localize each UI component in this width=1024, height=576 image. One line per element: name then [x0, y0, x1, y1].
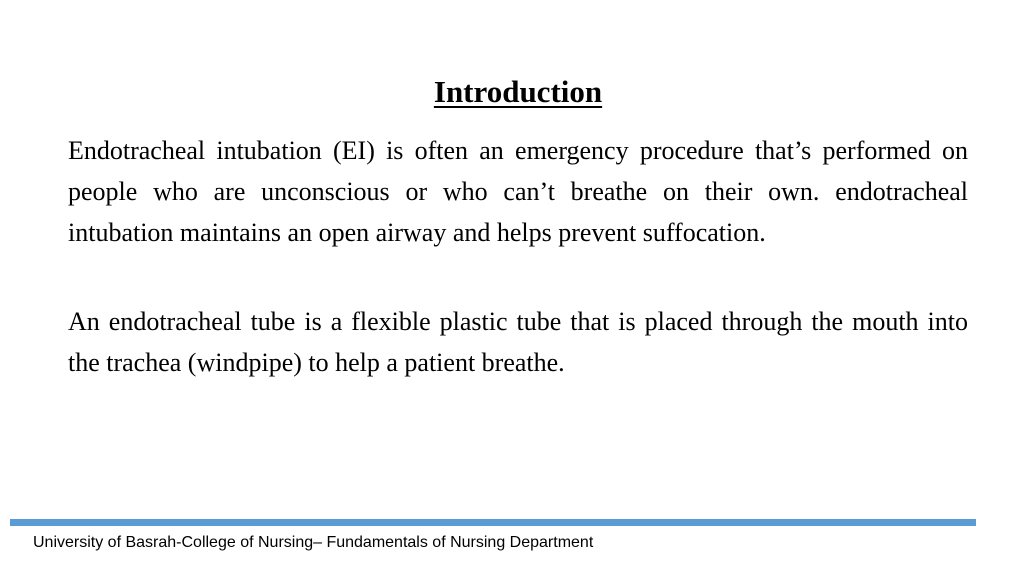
footer-label: University of Basrah-College of Nursing– Fundamentals of Nursing Department: [33, 534, 594, 551]
paragraph-tube: An endotracheal tube is a flexible plastic tube that is placed through the mouth into the trachea (windpipe) to help a patient breathe.: [68, 307, 968, 377]
paragraph-intro: Endotracheal intubation (EI) is often an emergency procedure that’s performed on people who are unconscious or who can’t breathe on their own. endotracheal intubation maintains an open airway and helps prevent suffocation.: [68, 136, 968, 247]
slide-body: [68, 130, 968, 383]
slide-title: Introduction: [433, 74, 603, 109]
footer-divider: [10, 519, 976, 526]
